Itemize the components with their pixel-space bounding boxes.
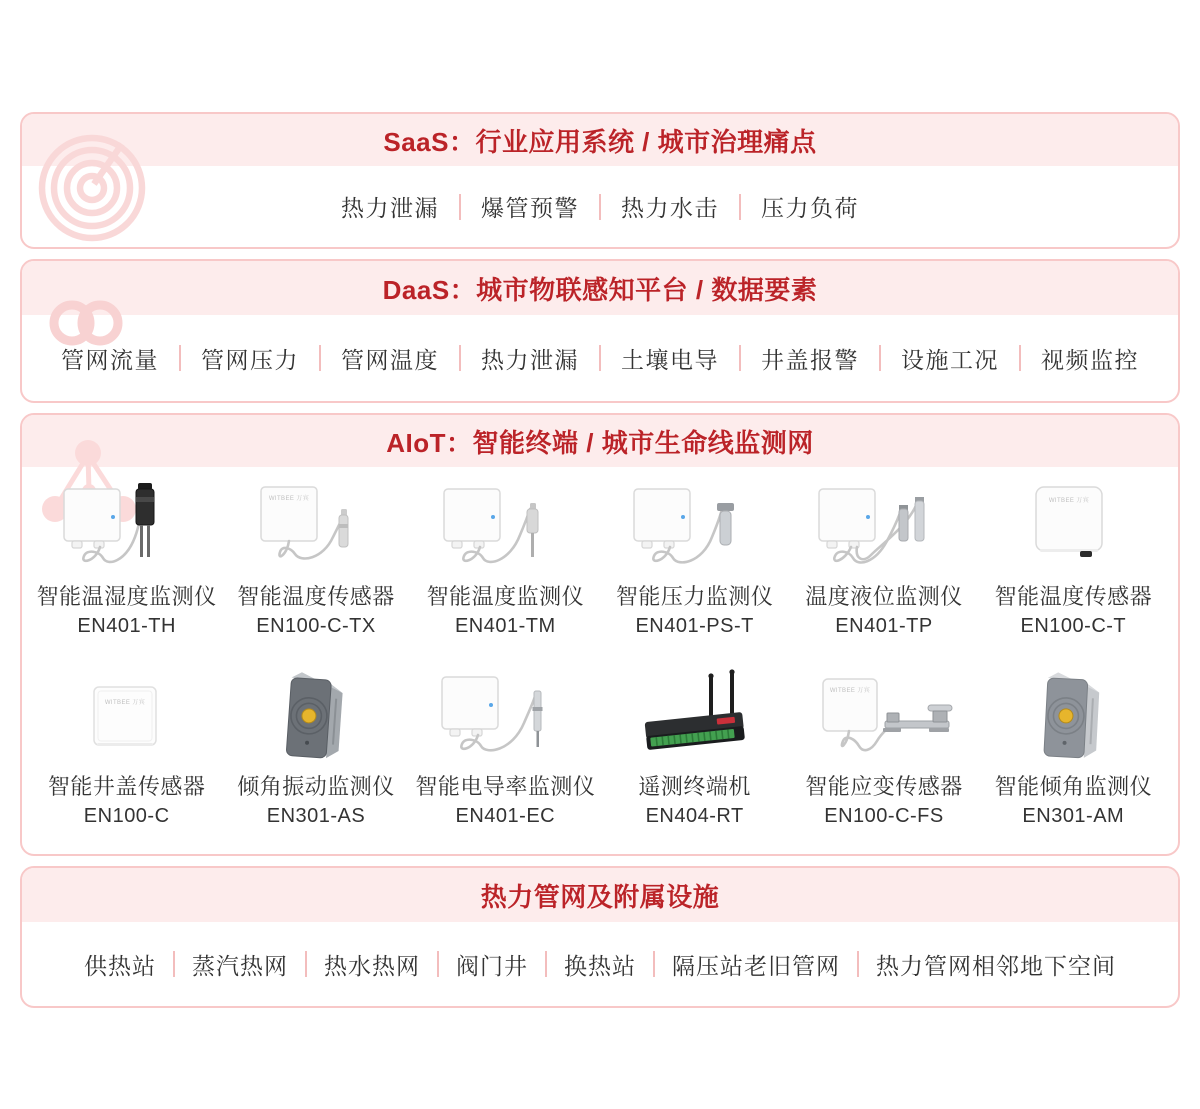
aiot-product-grid: [22, 467, 1178, 856]
product-name: 智能压力监测仪: [615, 584, 774, 609]
daas-items-row: [41, 342, 1159, 375]
product-name: 倾角振动监测仪: [237, 774, 395, 799]
svg-text:WITBEE 万宾: WITBEE 万宾: [104, 700, 145, 706]
section-facilities-header: [22, 868, 1178, 922]
product-model: EN100-C-FS: [824, 805, 944, 827]
section-saas-body: [22, 166, 1178, 247]
product-model: EN401-TH: [77, 615, 176, 637]
product-name: 遥测终端机: [638, 774, 751, 799]
product-name: 智能温度传感器: [994, 584, 1153, 609]
product-model: EN401-TP: [835, 615, 933, 637]
device-image-tilt-vibration-monitor: [221, 669, 410, 765]
product-card: [221, 669, 410, 829]
device-image-plain-sensor-box: [979, 479, 1168, 575]
product-name: 智能温湿度监测仪: [36, 584, 217, 609]
section-facilities-body: [22, 922, 1178, 1006]
list-item: 土壤电导: [621, 346, 719, 373]
product-card: [32, 669, 221, 829]
section-saas-header: [22, 114, 1178, 166]
section-daas-body: [22, 315, 1178, 401]
product-model: EN301-AS: [266, 805, 366, 827]
product-card: [600, 669, 789, 829]
device-image-strain-sensor: [789, 669, 978, 765]
list-item: 蒸汽热网: [192, 952, 288, 979]
list-item: 设施工况: [901, 346, 999, 373]
product-card: [32, 479, 221, 639]
device-image-temp-humidity-monitor: [32, 479, 221, 575]
product-name: 智能温度传感器: [237, 584, 395, 609]
saas-items-row: [321, 190, 879, 223]
product-card: [979, 669, 1168, 829]
section-saas-title: SaaS：行业应用系统 / 城市治理痛点: [383, 126, 817, 157]
product-name: 智能应变传感器: [805, 774, 963, 799]
device-image-temp-level-monitor: [789, 479, 978, 575]
svg-text:WITBEE 万宾: WITBEE 万宾: [829, 688, 871, 694]
product-card: [411, 669, 600, 829]
svg-text:WITBEE 万宾: WITBEE 万宾: [268, 496, 310, 502]
device-image-temperature-monitor: [411, 479, 600, 575]
facilities-items-row: [67, 948, 1133, 981]
list-item: 视频监控: [1041, 346, 1139, 373]
product-model: EN301-AM: [1022, 805, 1125, 827]
section-daas-header: [22, 261, 1178, 315]
section-aiot-title: AIoT：智能终端 / 城市生命线监测网: [386, 427, 814, 458]
product-card: [789, 479, 978, 639]
list-item: 换热站: [564, 952, 636, 979]
product-card: [411, 479, 600, 639]
list-item: 供热站: [84, 952, 156, 979]
list-item: 管网流量: [61, 346, 159, 373]
list-item: 热力泄漏: [341, 195, 439, 221]
product-name: 智能电导率监测仪: [415, 774, 596, 799]
device-image-tilt-monitor: [979, 669, 1168, 765]
product-model: EN100-C: [83, 805, 170, 827]
section-facilities-title: 热力管网及附属设施: [480, 881, 720, 912]
product-name: 智能倾角监测仪: [994, 774, 1153, 799]
list-item: 井盖报警: [761, 346, 859, 373]
product-card: [221, 479, 410, 639]
list-item: 热力管网相邻地下空间: [876, 952, 1116, 979]
list-item: 隔压站老旧管网: [672, 952, 840, 979]
product-model: EN401-EC: [455, 805, 556, 827]
product-model: EN401-PS-T: [635, 615, 754, 637]
list-item: 压力负荷: [761, 195, 859, 221]
product-name: 温度液位监测仪: [805, 584, 963, 609]
device-image-telemetry-terminal-rtu: [600, 669, 789, 765]
list-item: 管网压力: [201, 346, 299, 373]
device-image-manhole-cover-sensor: [32, 669, 221, 765]
device-image-temperature-sensor-probe: [221, 479, 410, 575]
section-saas: [20, 112, 1180, 249]
product-name: 智能温度监测仪: [426, 584, 585, 609]
list-item: 热力水击: [621, 195, 719, 221]
list-item: 爆管预警: [481, 195, 579, 221]
device-image-pressure-monitor: [600, 479, 789, 575]
device-image-conductivity-monitor: [411, 669, 600, 765]
product-card: [600, 479, 789, 639]
section-facilities: [20, 866, 1180, 1008]
svg-text:WITBEE 万宾: WITBEE 万宾: [1049, 498, 1090, 504]
section-daas-title: DaaS：城市物联感知平台 / 数据要素: [382, 274, 818, 305]
product-model: EN100-C-T: [1020, 615, 1127, 637]
product-model: EN401-TM: [454, 615, 556, 637]
product-card: [979, 479, 1168, 639]
product-card: [789, 669, 978, 829]
product-name: 智能井盖传感器: [47, 774, 206, 799]
section-daas: [20, 259, 1180, 403]
section-aiot: [20, 413, 1180, 856]
product-model: EN404-RT: [645, 805, 744, 827]
list-item: 热水热网: [324, 952, 420, 979]
list-item: 热力泄漏: [481, 346, 579, 373]
product-model: EN100-C-TX: [256, 615, 376, 637]
list-item: 管网温度: [341, 346, 439, 373]
list-item: 阀门井: [456, 952, 528, 979]
section-aiot-header: [22, 415, 1178, 467]
